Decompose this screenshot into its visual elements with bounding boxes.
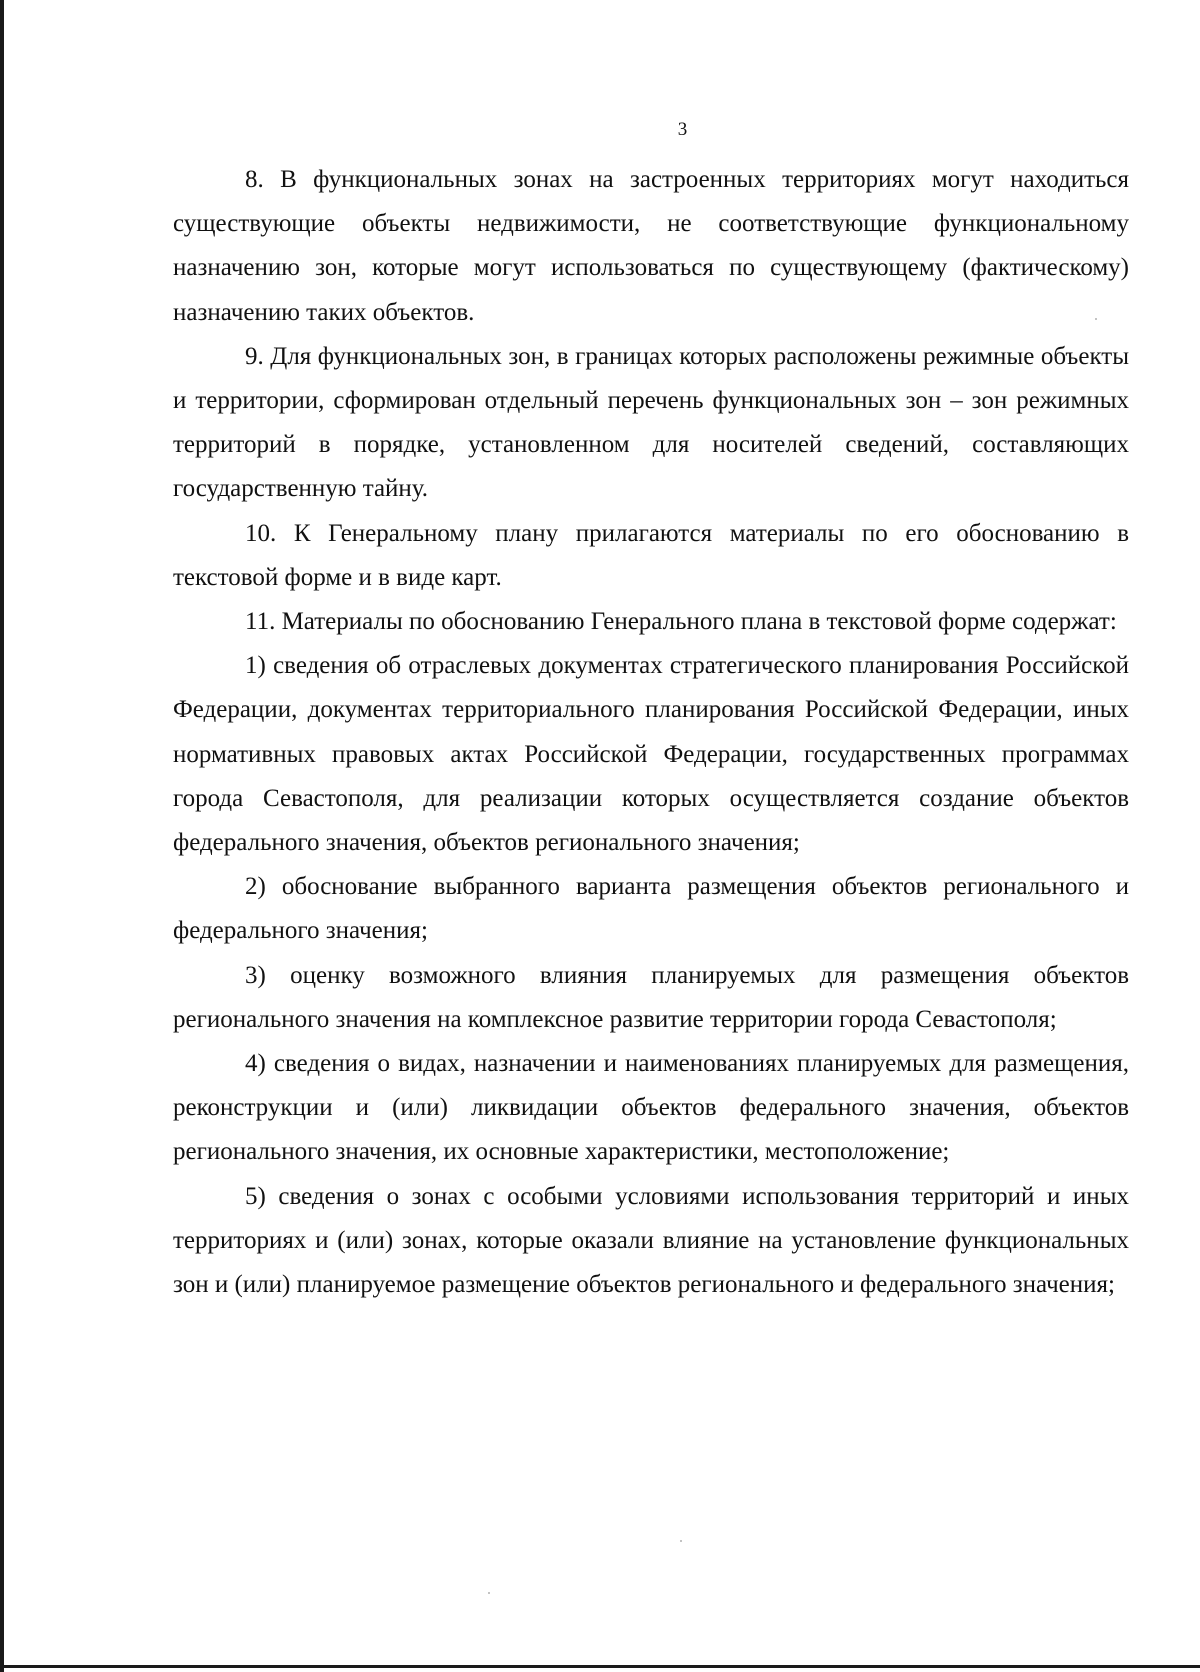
scan-speck [1095,318,1097,320]
document-body [173,158,1129,1307]
list-item-2: 2) обоснование выбранного варианта размещения объектов регионального и федерального значения; [173,873,1129,945]
list-item-3: 3) оценку возможного влияния планируемых для размещения объектов регионального значения на комплексное развитие территории города Севастополя; [173,961,1129,1033]
scan-speck [488,1592,490,1594]
list-item-4: 4) сведения о видах, назначении и наименованиях планируемых для размещения, реконструкции и (или) ликвидации объектов федерального значения, объектов регионального значения, их основные характеристики, местоположение; [173,1050,1129,1166]
paragraph-9: 9. Для функциональных зон, в границах которых расположены режимные объекты и территории, сформирован отдельный перечень функциональных зон – зон режимных территорий в порядке, установленном для носителей сведений, составляющих государственную тайну. [173,342,1129,503]
paragraph-10: 10. К Генеральному плану прилагаются материалы по его обоснованию в текстовой форме и в виде карт. [173,519,1129,591]
page-number: 3 [677,119,688,140]
paragraph-8: 8. В функциональных зонах на застроенных территориях могут находиться существующие объекты недвижимости, не соответствующие функциональному назначению зон, которые могут использоваться по существующему (фактическому) назначению таких объектов. [173,166,1129,326]
scan-speck [680,1540,682,1542]
paragraph-11: 11. Материалы по обоснованию Генерального плана в текстовой форме содержат: [245,608,1117,636]
list-item-5: 5) сведения о зонах с особыми условиями использования территорий и иных территориях и (или) зонах, которые оказали влияние на установление функциональных зон и (или) планируемое размещение объектов регионального и федерального значения; [173,1182,1129,1299]
scan-edge-bottom [0,1665,1200,1668]
list-item-1: 1) сведения об отраслевых документах стратегического планирования Российской Федерации, документах территориального планирования Российской Федерации, иных нормативных правовых актах Российской Федерации, государственных программах города Севастополя, для реализации которых осуществляется создание объектов федерального значения, объектов регионального значения; [173,652,1129,857]
